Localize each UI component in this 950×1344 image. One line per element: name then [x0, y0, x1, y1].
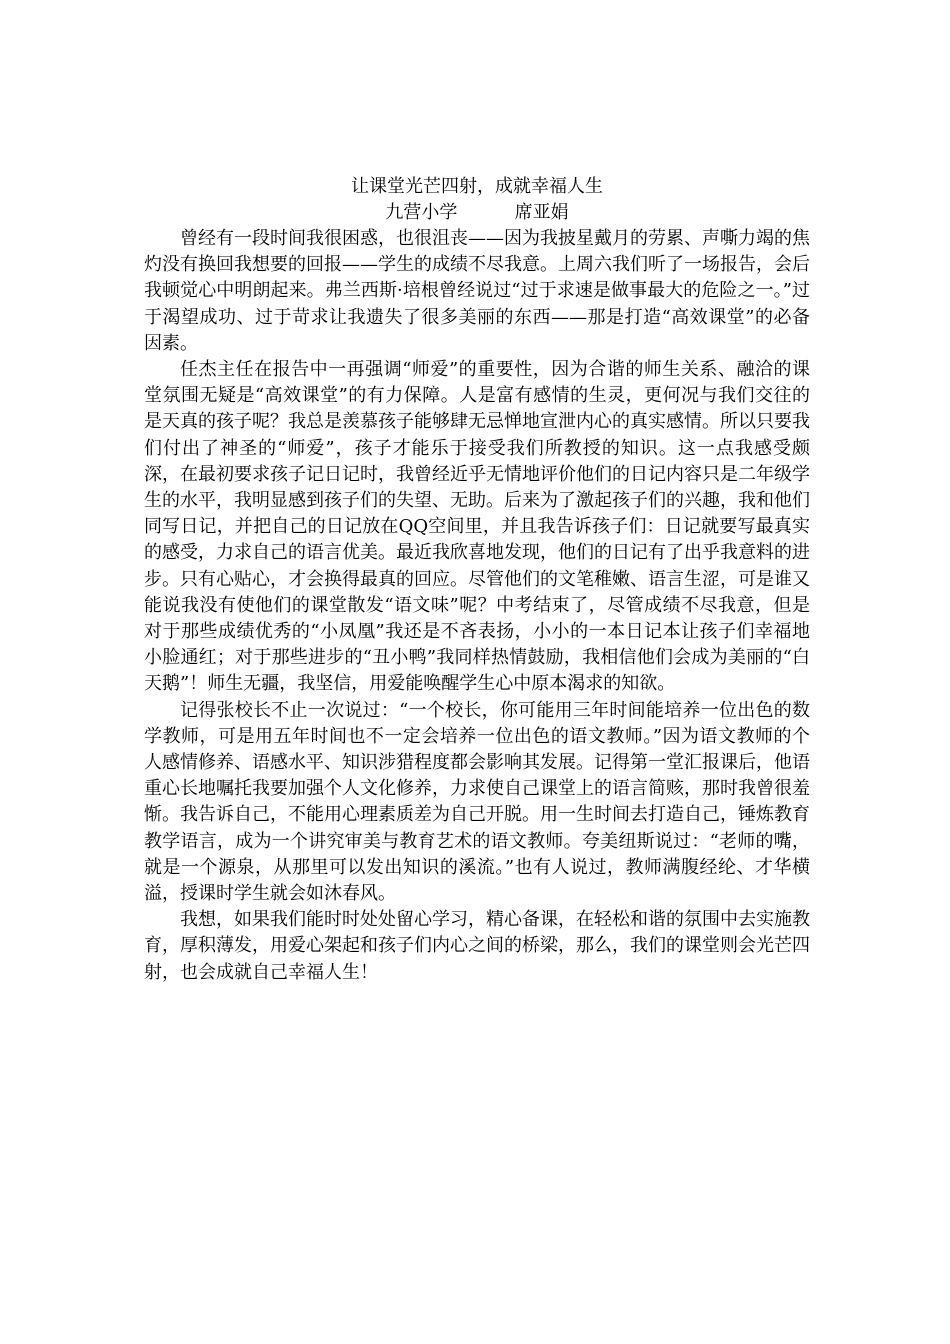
paragraph-2: 任杰主任在报告中一再强调“师爱”的重要性，因为合谐的师生关系、融洽的课堂氛围无疑是“高效课堂”的有力保障。人是富有感情的生灵，更何况与我们交往的是天真的孩子呢？我总是羡慕孩子能够肆无忌惮地宣泄内心的真实感情。所以只要我们付出了神圣的“师爱”，孩子才能乐于接受我们所教授的知识。这一点我感受颇深，在最初要求孩子记日记时，我曾经近乎无情地评价他们的日记内容只是二年级学生的水平，我明显感到孩子们的失望、无助。后来为了激起孩子们的兴趣，我和他们同写日记，并把自己的日记放在QQ空间里，并且我告诉孩子们：日记就要写最真实的感受，力求自己的语言优美。最近我欣喜地发现，他们的日记有了出乎我意料的进步。只有心贴心，才会换得最真的回应。尽管他们的文笔稚嫩、语言生涩，可是谁又能说我没有使他们的课堂散发“语文味”呢？中考结束了，尽管成绩不尽我意，但是对于那些成绩优秀的“小凤凰”我还是不吝表扬，小小的一本日记本让孩子们幸福地小脸通红；对于那些进步的“丑小鸭”我同样热情鼓励，我相信他们会成为美丽的“白天鹅”！师生无疆，我坚信，用爱能唤醒学生心中原本渴求的知欲。 — [144, 359, 810, 695]
paragraph-3: 记得张校长不止一次说过：“一个校长，你可能用三年时间能培养一位出色的数学教师，可是用五年时间也不一定会培养一位出色的语文教师。”因为语文教师的个人感情修养、语感水平、知识涉猎程度都会影响其发展。记得第一堂汇报课后，他语重心长地嘱托我要加强个人文化修养，力求使自己课堂上的语言简赅，那时我曾很羞惭。我告诉自己，不能用心理素质差为自己开脱。用一生时间去打造自己，锤炼教育教学语言，成为一个讲究审美与教育艺术的语文教师。夸美纽斯说过：“老师的嘴，就是一个源泉，从那里可以发出知识的溪流。”也有人说过，教师满腹经纶、才华横溢，授课时学生就会如沐春风。 — [144, 699, 810, 905]
paragraph-4: 我想，如果我们能时时处处留心学习，精心备课，在轻松和谐的氛围中去实施教育，厚积薄发，用爱心架起和孩子们内心之间的桥梁，那么，我们的课堂则会光芒四射，也会成就自己幸福人生！ — [144, 909, 810, 983]
author-byline: 九营小学 席亚娟 — [385, 202, 569, 223]
document-title: 让课堂光芒四射，成就幸福人生 — [351, 176, 603, 197]
document-page — [144, 174, 810, 986]
paragraph-1: 曾经有一段时间我很困惑，也很沮丧——因为我披星戴月的劳累、声嘶力竭的焦灼没有换回我想要的回报——学生的成绩不尽我意。上周六我们听了一场报告，会后我顿觉心中明朗起来。弗兰西斯·培根曾经说过“过于求速是做事最大的危险之一。”过于渴望成功、过于苛求让我遗失了很多美丽的东西——那是打造“高效课堂”的必备因素。 — [144, 228, 810, 354]
